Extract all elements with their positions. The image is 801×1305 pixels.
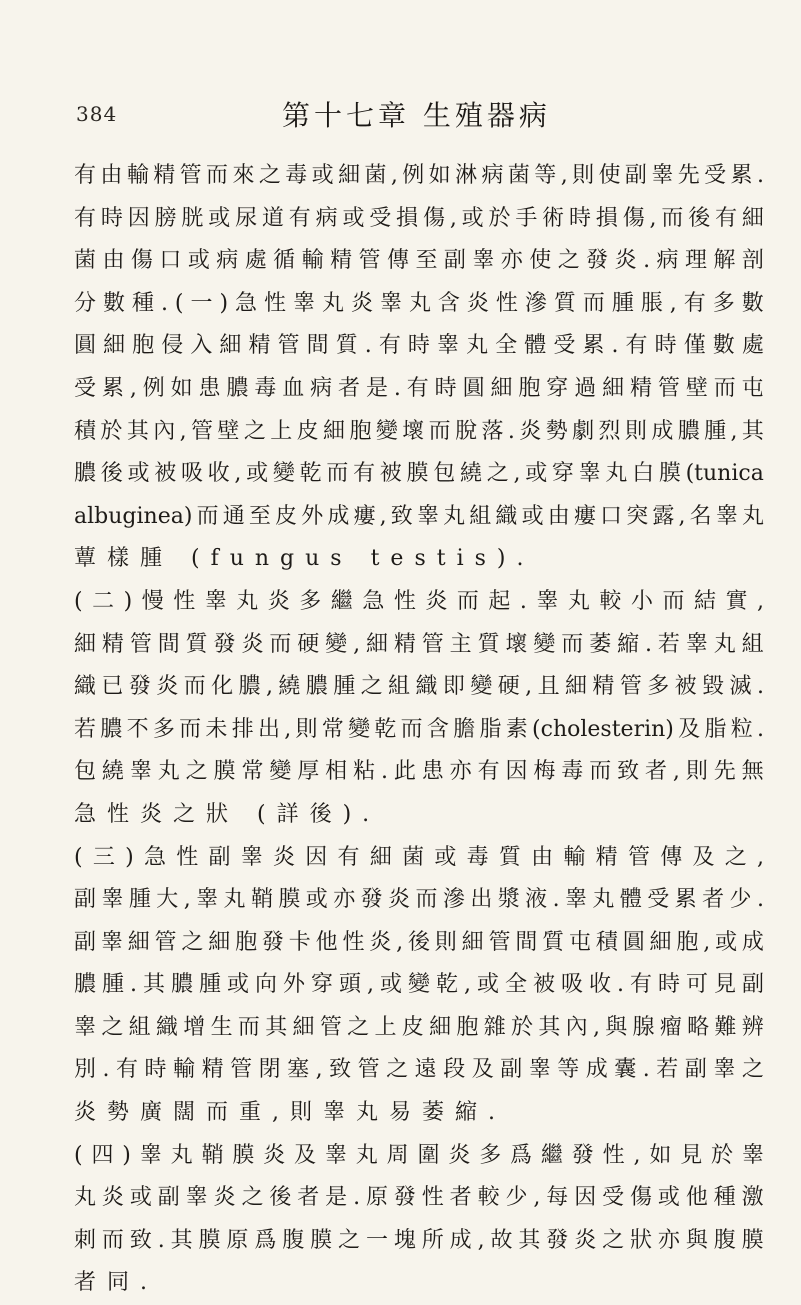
text-line: ( 四 ) 睾 丸 鞘 膜 炎 及 睾 丸 周 圍 炎 多 爲 繼 發 性 , 如 見 於 睾 <box>74 1142 764 1168</box>
text-line: 膿 後 或 被 吸 收 , 或 變 乾 而 有 被 膜 包 繞 之 , 或 穿 睾 丸 白 膜 (tunica <box>74 461 764 487</box>
text-line: 圓 細 胞 侵 入 細 精 管 間 質 . 有 時 睾 丸 全 體 受 累 . 有 時 僅 數 處 <box>74 333 764 359</box>
text-line: 包 繞 睾 丸 之 膜 常 變 厚 相 粘 . 此 患 亦 有 因 梅 毒 而 致 者 , 則 先 無 <box>74 759 764 785</box>
page-number: 384 <box>76 102 118 126</box>
text-line: 副 睾 細 管 之 細 胞 發 卡 他 性 炎 , 後 則 細 管 間 質 屯 積 圓 細 胞 , 或 成 <box>74 929 764 955</box>
text-line: 細 精 管 間 質 發 炎 而 硬 變 , 細 精 管 主 質 壞 變 而 萎 縮 . 若 睾 丸 組 <box>74 631 764 657</box>
text-line: 睾 之 組 織 增 生 而 其 細 管 之 上 皮 細 胞 雜 於 其 內 , 與 腺 瘤 略 難 辨 <box>74 1014 764 1040</box>
text-line: 有 時 因 膀 胱 或 尿 道 有 病 或 受 損 傷 , 或 於 手 術 時 損 傷 , 而 後 有 細 <box>74 205 764 231</box>
text-line: albuginea) 而 通 至 皮 外 成 瘻 , 致 睾 丸 組 織 或 由 瘻 口 突 露 , 名 睾 丸 <box>74 503 764 529</box>
text-line: 有 由 輸 精 管 而 來 之 毒 或 細 菌 , 例 如 淋 病 菌 等 , 則 使 副 睾 先 受 累 . <box>74 163 764 188</box>
text-line: 膿 腫 . 其 膿 腫 或 向 外 穿 頭 , 或 變 乾 , 或 全 被 吸 收 . 有 時 可 見 副 <box>74 972 764 998</box>
text-line: 刺 而 致 . 其 膜 原 爲 腹 膜 之 一 塊 所 成 , 故 其 發 炎 之 狀 亦 與 腹 膜 <box>74 1227 764 1253</box>
body-text <box>74 155 764 1305</box>
text-line: 副 睾 腫 大 , 睾 丸 鞘 膜 或 亦 發 炎 而 滲 出 漿 液 . 睾 丸 體 受 累 者 少 . <box>74 887 764 913</box>
text-line: ( 三 ) 急 性 副 睾 炎 因 有 細 菌 或 毒 質 由 輸 精 管 傳 及 之 , <box>74 844 764 870</box>
text-line: 受 累 , 例 如 患 膿 毒 血 病 者 是 . 有 時 圓 細 胞 穿 過 細 精 管 壁 而 屯 <box>74 375 764 401</box>
text-line: 急性炎之狀 (詳後). <box>74 801 381 827</box>
text-line: 丸 炎 或 副 睾 炎 之 後 者 是 . 原 發 性 者 較 少 , 每 因 受 傷 或 他 種 激 <box>74 1185 764 1211</box>
text-line: 者同. <box>74 1270 158 1296</box>
text-line: 若 膿 不 多 而 未 排 出 , 則 常 變 乾 而 含 膽 脂 素 (cholesterin) 及 脂 粒 . <box>74 716 764 742</box>
text-line: 積 於 其 內 , 管 壁 之 上 皮 細 胞 變 壞 而 脫 落 . 炎 勢 劇 烈 則 成 膿 腫 , 其 <box>74 418 764 444</box>
text-line: 蕈樣腫 (fungus testis). <box>74 546 535 572</box>
text-line: 分 數 種 . ( 一 ) 急 性 睾 丸 炎 睾 丸 含 炎 性 滲 質 而 腫 脹 , 有 多 數 <box>74 290 764 316</box>
text-line: 織 已 發 炎 而 化 膿 , 繞 膿 腫 之 組 織 即 變 硬 , 且 細 精 管 多 被 毀 滅 . <box>74 674 764 700</box>
text-line: 菌 由 傷 口 或 病 處 循 輸 精 管 傳 至 副 睾 亦 使 之 發 炎 . 病 理 解 剖 <box>74 248 764 274</box>
text-line: 別 . 有 時 輸 精 管 閉 塞 , 致 管 之 遠 段 及 副 睾 等 成 囊 . 若 副 睾 之 <box>74 1057 764 1083</box>
text-line: 炎勢廣闊而重,則睾丸易萎縮. <box>74 1100 506 1126</box>
text-line: ( 二 ) 慢 性 睾 丸 炎 多 繼 急 性 炎 而 起 . 睾 丸 較 小 而 結 實 , <box>74 588 764 614</box>
chapter-title: 第十七章 生殖器病 <box>282 99 551 132</box>
page-header <box>0 0 801 140</box>
